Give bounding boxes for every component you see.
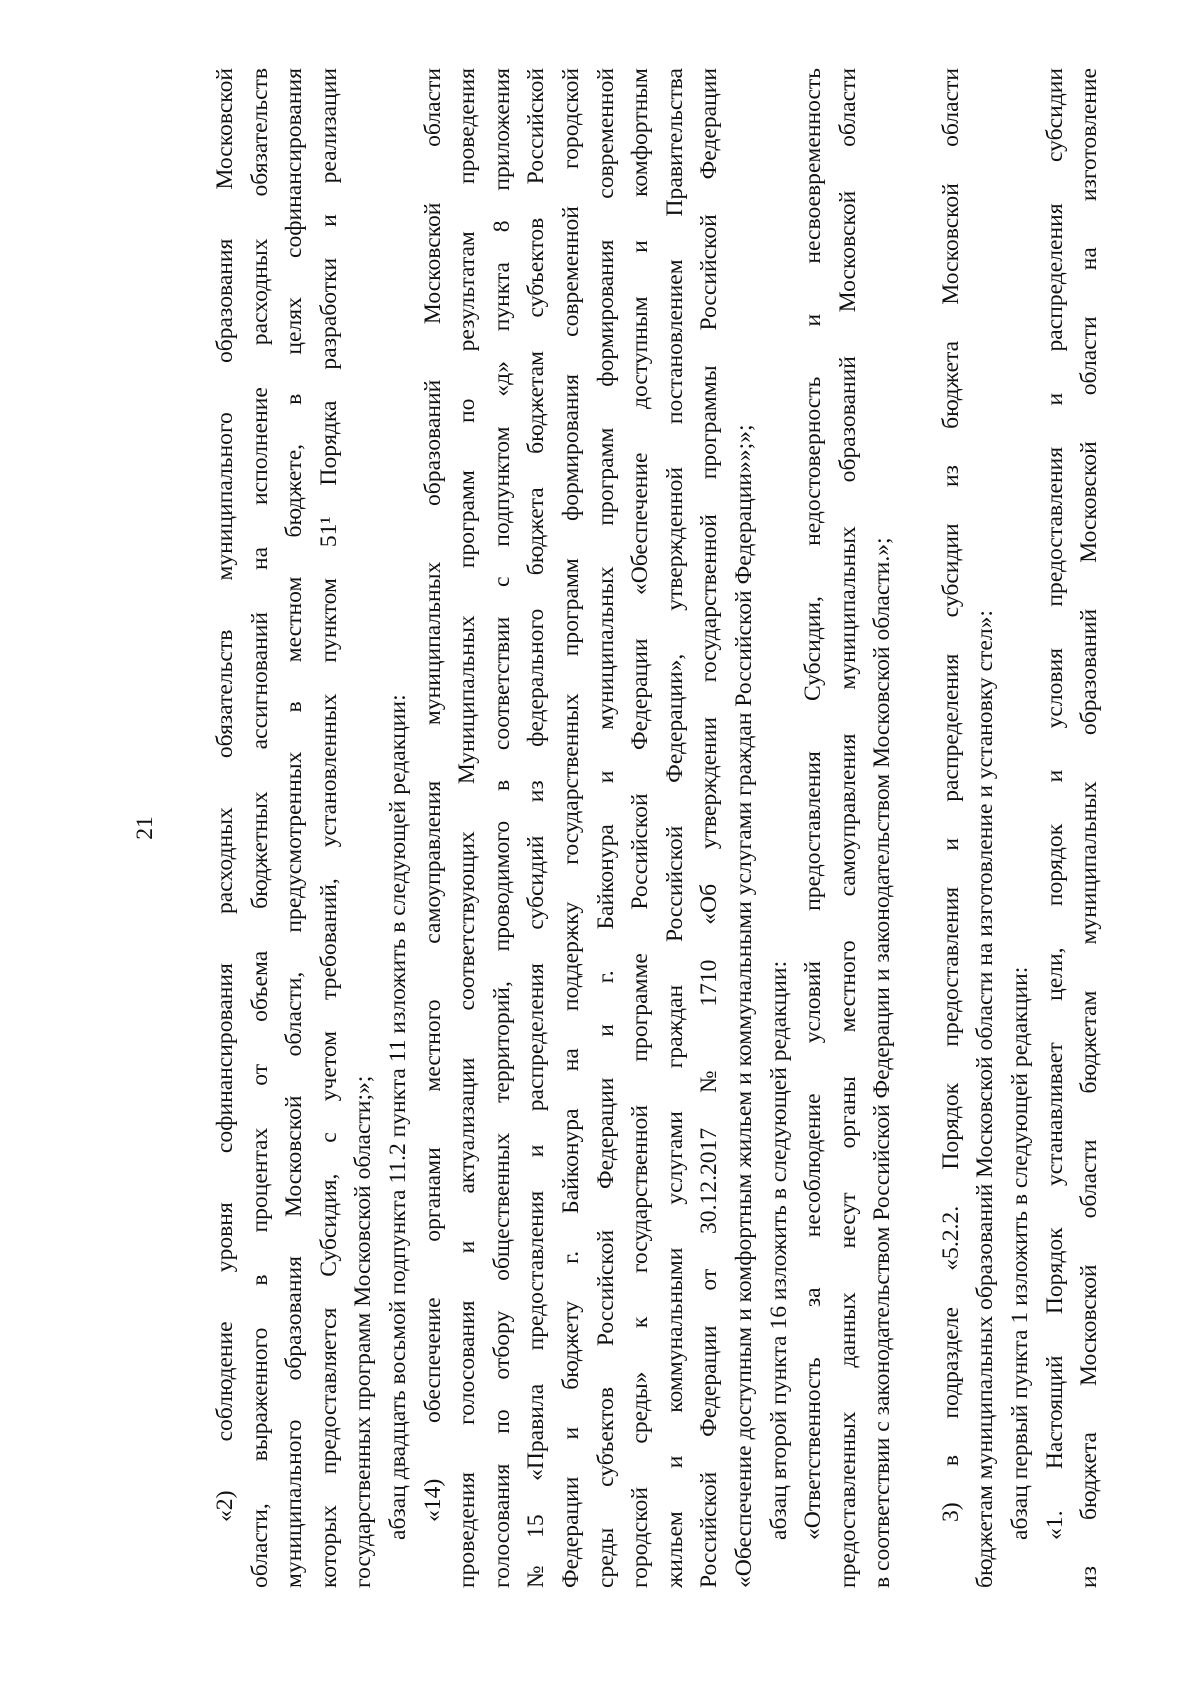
rotated-page-content bbox=[128, 68, 1107, 1588]
page-number: 21 bbox=[132, 816, 158, 840]
text-line: «2) соблюдение уровня софинансирования расходных обязательств муниципального образования Московской bbox=[212, 68, 238, 1522]
text-line: которых предоставляется Субсидия, с учетом требований, установленных пунктом 51¹ Порядка разработки и реализации bbox=[315, 68, 342, 1588]
text-line: «14) обеспечение органами местного самоуправления муниципальных образований Московской области bbox=[419, 68, 446, 1522]
text-line: предоставленных данных несут органы местного самоуправления муниципальных образований Московской области bbox=[834, 68, 861, 1588]
text-line: Российской Федерации от 30.12.2017 № 1710 «Об утверждении государственной программы Российской Федерации bbox=[696, 68, 723, 1588]
text-line: в соответствии с законодательством Российской Федерации и законодательством Московской области.»; bbox=[869, 537, 896, 1588]
text-line: жильем и коммунальными услугами граждан Российской Федерации», утвержденной постановлением Правительства bbox=[661, 68, 688, 1588]
text-line: городской среды» к государственной программе Российской Федерации «Обеспечение доступным и комфортным bbox=[627, 68, 654, 1588]
paragraph-gap bbox=[900, 68, 934, 1588]
text-line: абзац второй пункта 16 изложить в следующей редакции: bbox=[765, 960, 792, 1540]
text-line: №15 «Правила предоставления и распределения субсидий из федерального бюджета бюджетам субъектов Российской bbox=[523, 68, 550, 1588]
text-line: абзац первый пункта 1 изложить в следующей редакции: bbox=[1007, 966, 1034, 1540]
text-line: из бюджета Московской области бюджетам муниципальных образований Московской области на изготовление bbox=[1076, 68, 1103, 1588]
text-line: среды субъектов Российской Федерации и г. Байконура и муниципальных программ формирования современной bbox=[592, 68, 619, 1588]
text-line: проведения голосования и актуализации соответствующих Муниципальных программ по результатам проведения bbox=[454, 68, 481, 1588]
text-line: муниципального образования Московской области, предусмотренных в местном бюджете, в целях софинансирования bbox=[281, 68, 308, 1588]
text-line: «Обеспечение доступным и комфортным жильем и коммунальными услугами граждан Российской Федерации»»;»; bbox=[730, 424, 757, 1588]
text-line: бюджетам муниципальных образований Московской области на изготовление и установку стел»: bbox=[972, 610, 999, 1588]
text-line: абзац двадцать восьмой подпункта 11.2 пункта 11 изложить в следующей редакции: bbox=[384, 694, 411, 1540]
text-line: 3) в подразделе «5.2.2. Порядок предоставления и распределения субсидии из бюджета Московской области bbox=[937, 68, 964, 1522]
text-line: «Ответственность за несоблюдение условий предоставления Субсидии, недостоверность и несвоевременность bbox=[800, 68, 827, 1540]
text-line: голосования по отбору общественных территорий, проводимого в соответствии с подпунктом «д» пункта 8 приложения bbox=[488, 68, 515, 1588]
text-line: «1. Настоящий Порядок устанавливает цели, порядок и условия предоставления и распределения субсидии bbox=[1041, 68, 1068, 1540]
text-line: государственных программ Московской области;»; bbox=[350, 1075, 377, 1588]
text-line: Федерации и бюджету г. Байконура на поддержку государственных программ формирования современной городской bbox=[557, 68, 584, 1588]
text-line: области, выраженного в процентах от объема бюджетных ассигнований на исполнение расходных обязательств bbox=[246, 68, 273, 1588]
